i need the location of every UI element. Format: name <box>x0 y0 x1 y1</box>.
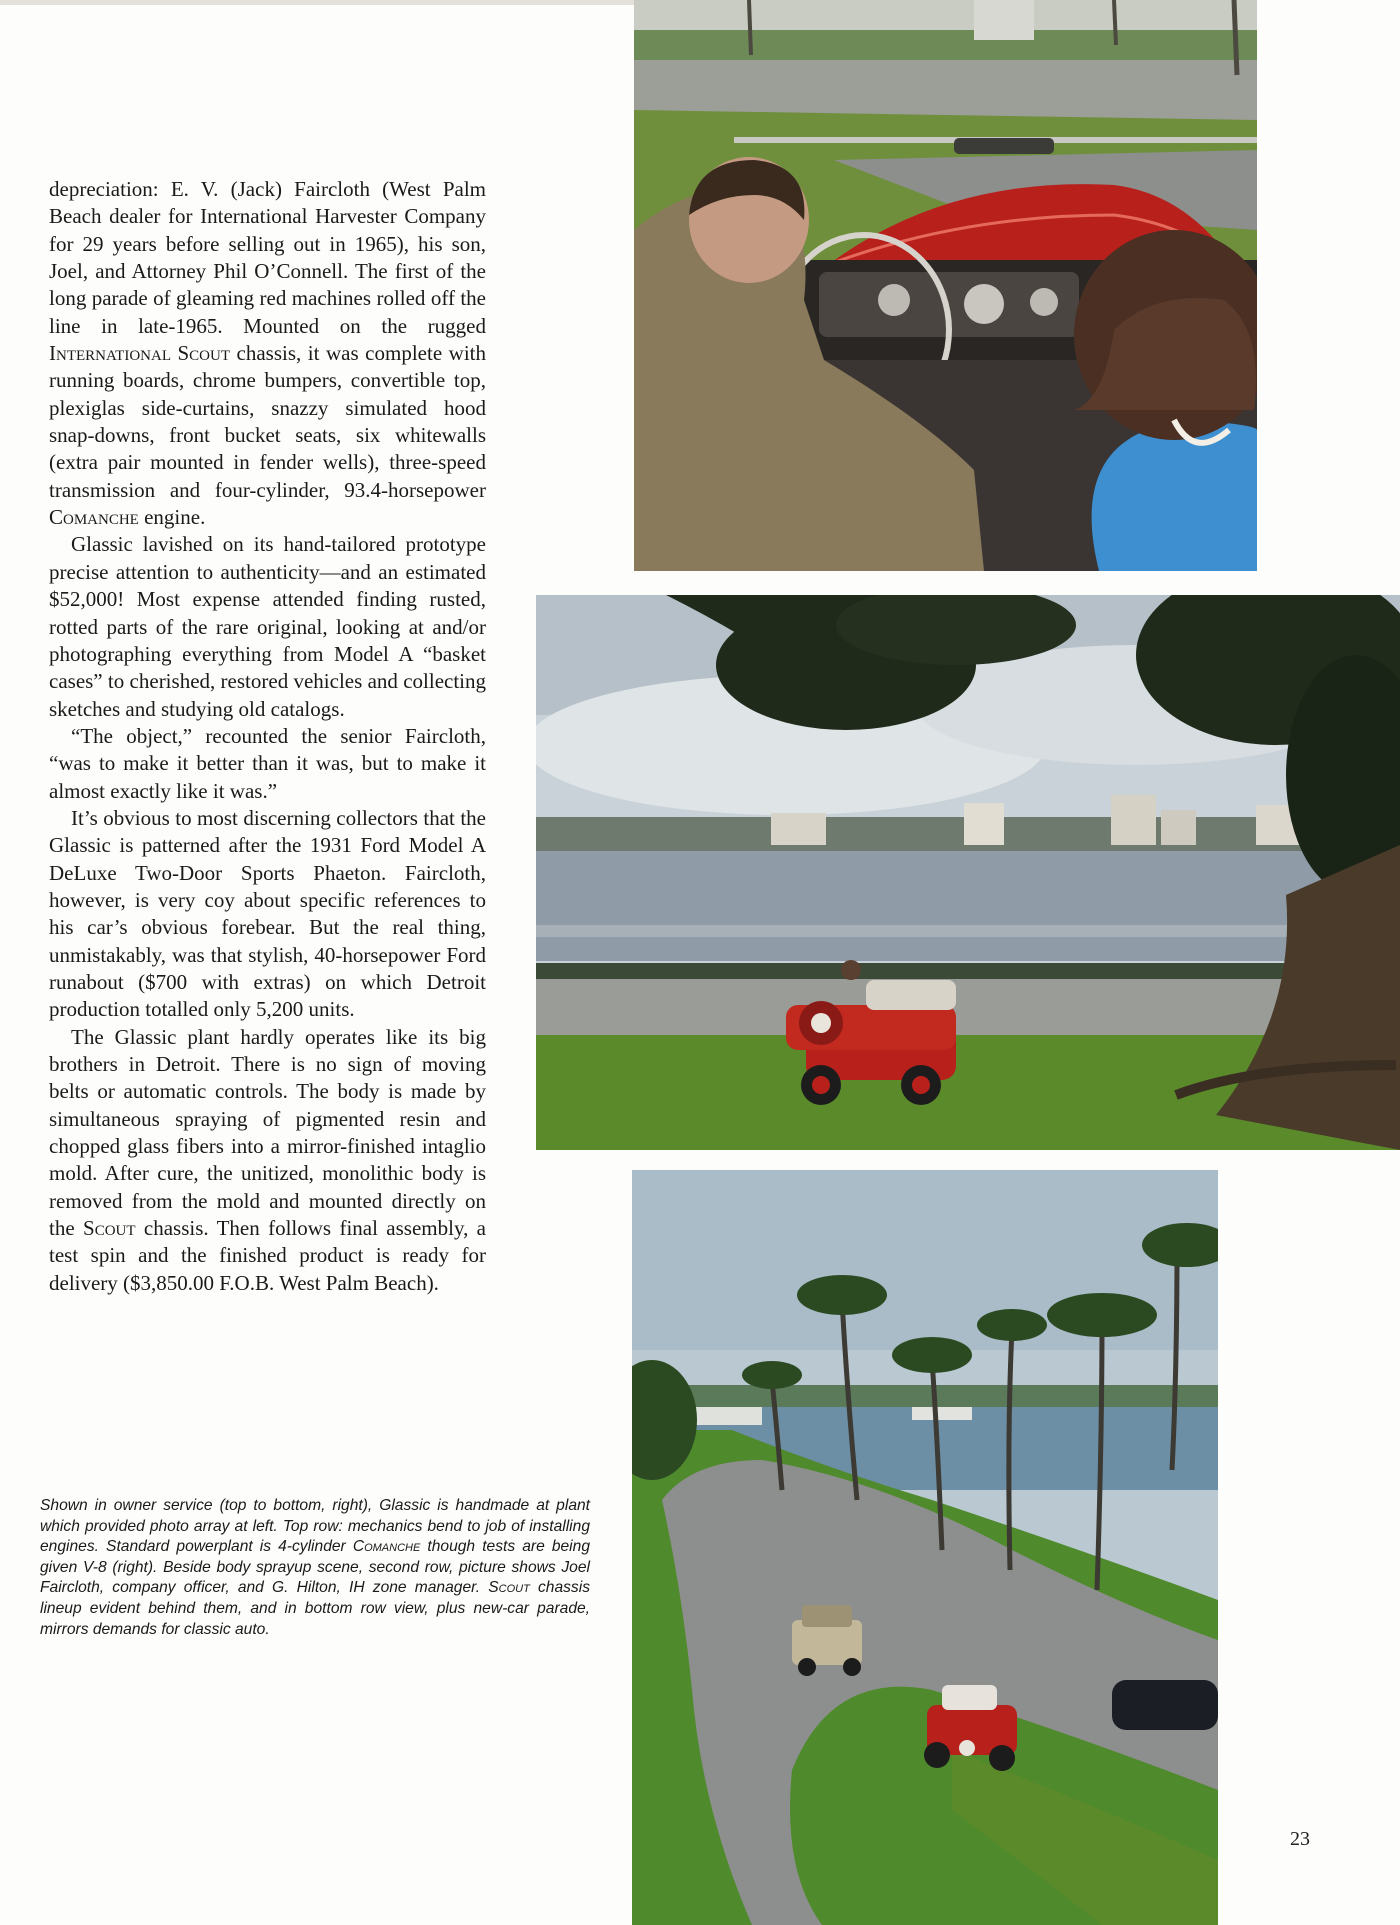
small-caps-run: International Scout <box>49 341 231 366</box>
photo-car-by-lake <box>536 595 1400 1150</box>
text-run: engine. <box>138 505 206 530</box>
article-paragraph <box>49 531 486 722</box>
article-paragraph <box>49 1024 486 1297</box>
text-run: chassis, it was complete with running boards, chrome bumpers, convertible top, plexiglas side-curtains, snazzy simulated hood snap-downs, front bucket seats, six whitewalls (extra pair mounted in fender wells), three-speed transmission and four-cylinder, 93.4-horsepower <box>49 341 486 502</box>
text-run: “The object,” recounted the senior Faircloth, “was to make it better than it was, but to make it almost exactly like it was.” <box>49 723 486 803</box>
page-number: 23 <box>1290 1828 1310 1850</box>
text-run: chassis lineup evident behind them, and in bottom row view, plus new-car parade, mirrors demands for classic auto. <box>40 1579 590 1638</box>
text-run: Shown in owner service (top to bottom, right), Glassic is handmade at plant which provided photo array at left. Top row: mechanics bend to job of installing engines. Standard powerplant is 4-cylinder <box>40 1497 590 1556</box>
article-paragraph <box>49 723 486 805</box>
small-caps-run: Scout <box>488 1579 530 1597</box>
article-body <box>49 176 486 1297</box>
small-caps-run: Comanche <box>49 505 139 530</box>
text-run: The Glassic plant hardly operates like its big brothers in Detroit. There is no sign of moving belts or automatic controls. The body is made by simultaneous spraying of pigmented resin and chopped glass fibers into a mirror-finished intaglio mold. After cure, the unitized, monolithic body is removed from the mold and mounted directly on the <box>49 1024 486 1241</box>
small-caps-run: Comanche <box>352 1538 421 1556</box>
text-run: Glassic lavished on its hand-tailored prototype precise attention to authenticity—and an estimated $52,000! Most expense attended finding rusted, rotted parts of the rare original, looking at and/or photographing everything from Model A “basket cases” to cherished, restored vehicles and collecting sketches and studying old catalogs. <box>49 532 486 721</box>
article-paragraph <box>49 176 486 531</box>
photo-couple-driving <box>634 0 1257 571</box>
photo-road-parade <box>632 1170 1218 1925</box>
text-run: It’s obvious to most discerning collectors that the Glassic is patterned after the 1931 Ford Model A DeLuxe Two-Door Sports Phaeton. Faircloth, however, is very coy about specific references to his car’s obvious forebear. But the real thing, unmistakably, was that stylish, 40-horsepower Ford runabout ($700 with extras) on which Detroit production totalled only 5,200 units. <box>49 805 486 1022</box>
article-paragraph <box>49 805 486 1024</box>
text-run: depreciation: E. V. (Jack) Faircloth (West Palm Beach dealer for International Harvester Company for 29 years before selling out in 1965), his son, Joel, and Attorney Phil O’Connell. The first of the long parade of gleaming red machines rolled off the line in late-1965. Mounted on the rugged <box>49 177 486 338</box>
text-run: chassis. Then follows final assembly, a test spin and the finished product is ready for delivery ($3,850.00 F.O.B. West Palm Beach). <box>49 1216 487 1295</box>
text-run: though tests are being given V-8 (right). Beside body sprayup scene, second row, picture shows Joel Faircloth, company officer, and G. Hilton, IH zone manager. <box>40 1538 590 1597</box>
small-caps-run: Scout <box>83 1216 136 1241</box>
top-edge-strip <box>0 0 640 5</box>
photo-caption <box>40 1496 590 1640</box>
